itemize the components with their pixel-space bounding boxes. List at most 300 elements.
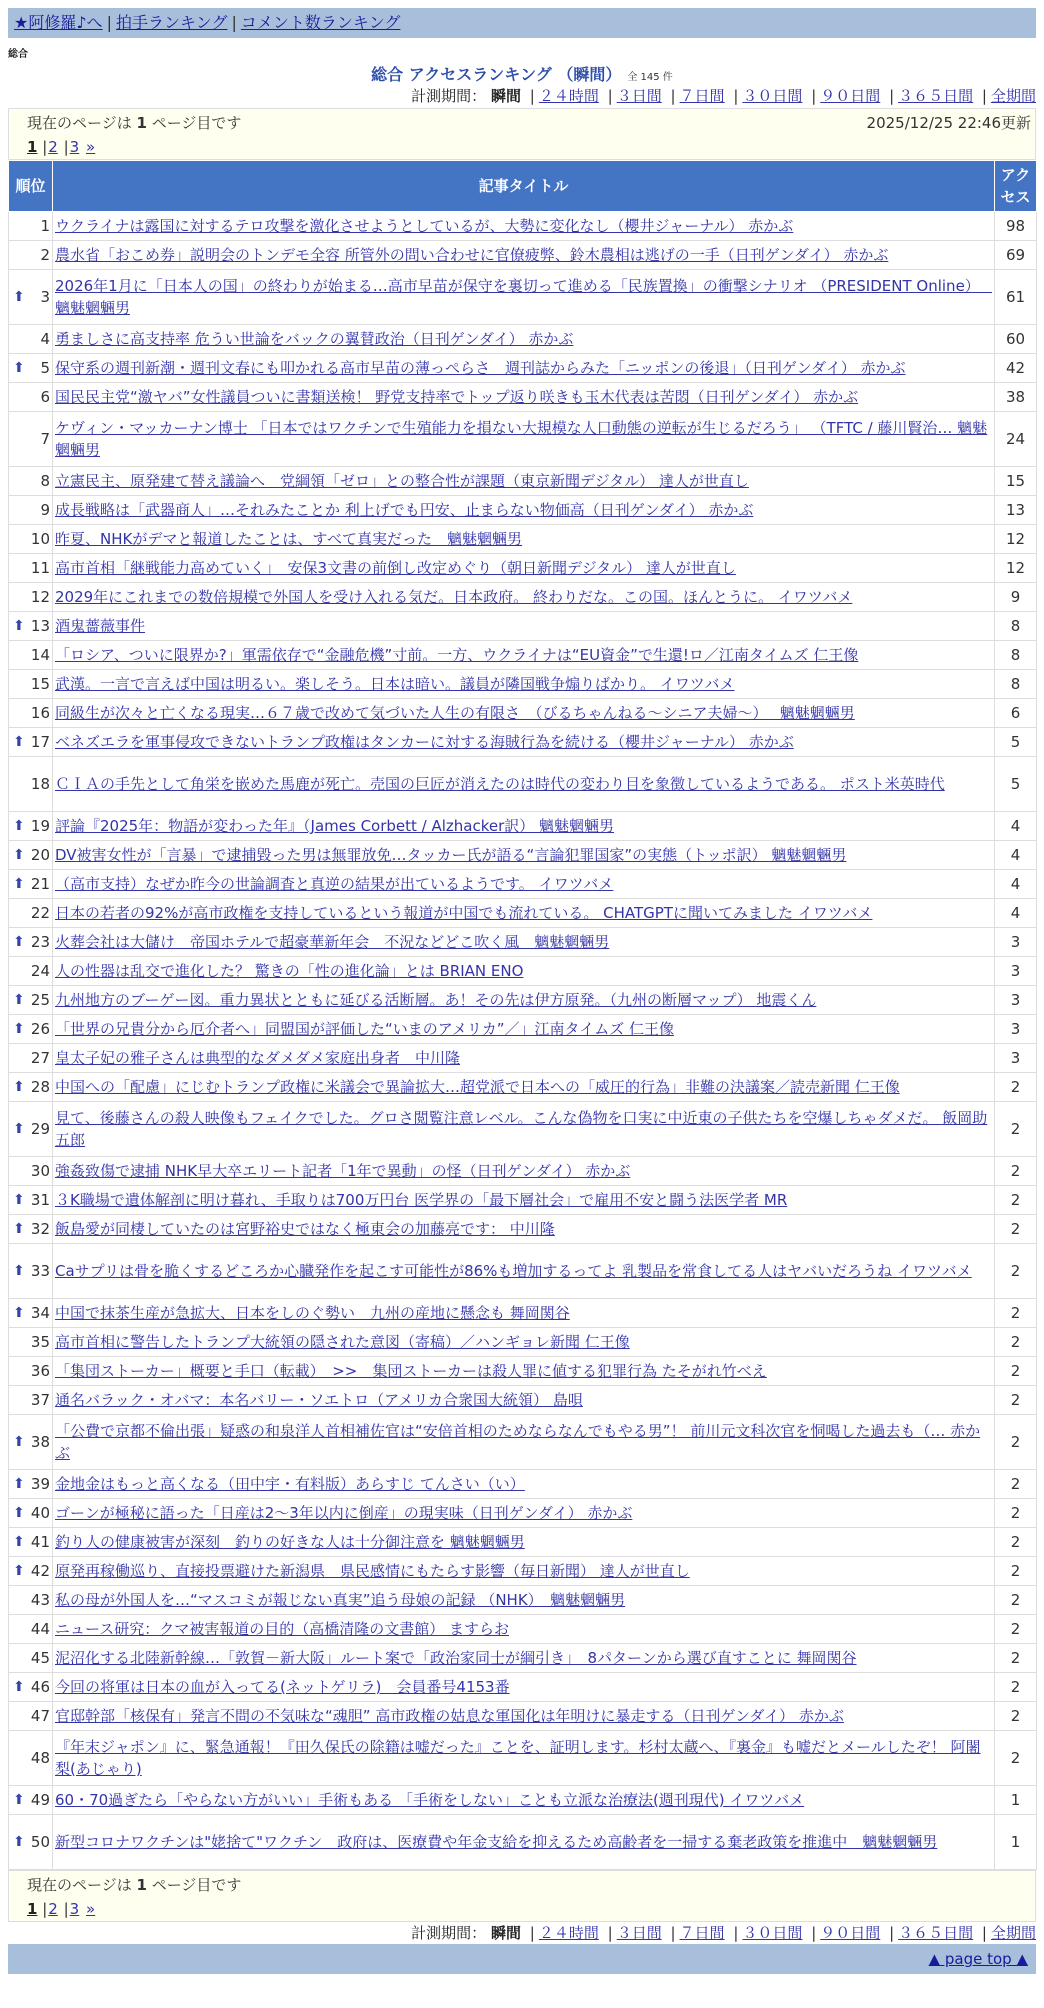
access-count: 60: [995, 325, 1037, 354]
title-cell: [53, 986, 995, 1015]
article-link[interactable]: 今回の将軍は日本の血が入ってる(ネットゲリラ) 会員番号4153番: [55, 1678, 510, 1696]
title-cell: [53, 1586, 995, 1615]
table-row: [9, 1673, 1037, 1702]
period-365d-link[interactable]: ３６５日間: [898, 87, 974, 105]
up-arrow-icon: ⬆: [13, 1079, 25, 1095]
rank-cell: [9, 241, 53, 270]
table-row: [9, 1702, 1037, 1731]
table-row: [9, 1528, 1037, 1557]
table-row: [9, 1470, 1037, 1499]
access-count: 42: [995, 354, 1037, 383]
pager-next[interactable]: »: [86, 1900, 96, 1918]
rank-number: 35: [30, 1333, 50, 1351]
article-link[interactable]: 私の母が外国人を…“マスコミが報じない真実”追う母娘の記録 （NHK） 魑魅魍魎男: [55, 1591, 626, 1609]
rank-number: 1: [40, 217, 50, 235]
rank-cell: [9, 1386, 53, 1415]
rank-cell: [9, 1415, 53, 1470]
article-link[interactable]: ３K職場で遺体解剖に明け暮れ、手取りは700万円台 医学界の「最下層社会」で雇用不安と闘う法医学者 MR: [55, 1191, 788, 1209]
article-link[interactable]: 「集団ストーカー」概要と手口（転載） >> 集団ストーカーは殺人罪に値する犯罪行為 たそがれ竹べえ: [55, 1362, 767, 1380]
rank-cell: [9, 270, 53, 325]
up-arrow-icon: ⬆: [13, 934, 25, 950]
up-arrow-icon: ⬆: [13, 1021, 25, 1037]
access-count: 2: [995, 1102, 1037, 1157]
period-current: 瞬間: [490, 1924, 521, 1942]
access-count: 2: [995, 1386, 1037, 1415]
period-90d-link[interactable]: ９０日間: [820, 1924, 881, 1942]
page-info-top: [8, 108, 1036, 160]
article-link[interactable]: 皇太子妃の雅子さんは典型的なダメダメ家庭出身者 中川隆: [55, 1049, 461, 1067]
rank-column-header: 順位: [9, 161, 53, 212]
page-title: [0, 62, 1044, 85]
article-link[interactable]: 強姦致傷で逮捕 NHK早大卒エリート記者「1年で異動」の怪（日刊ゲンダイ） 赤かぶ: [55, 1162, 631, 1180]
table-row: [9, 325, 1037, 354]
period-365d-link[interactable]: ３６５日間: [898, 1924, 974, 1942]
pager-page-3[interactable]: 3: [69, 1900, 80, 1918]
rank-number: 5: [40, 359, 50, 377]
table-row: [9, 1215, 1037, 1244]
access-count: 15: [995, 467, 1037, 496]
up-arrow-icon: ⬆: [13, 734, 25, 750]
period-7d-link[interactable]: ７日間: [679, 1924, 725, 1942]
rank-cell: [9, 841, 53, 870]
bottom-bar: [8, 1944, 1036, 1974]
rank-cell: [9, 1815, 53, 1870]
pager-current-page: 1: [27, 1900, 38, 1918]
access-count: 1: [995, 1786, 1037, 1815]
table-row: [9, 957, 1037, 986]
table-row: [9, 1644, 1037, 1673]
article-link[interactable]: ウクライナは露国に対するテロ攻撃を激化させようとしているが、大勢に変化なし（櫻井ジャーナル） 赤かぶ: [55, 217, 794, 235]
article-link[interactable]: 官邸幹部「核保有」発言不問の不気味な“魂胆” 高市政権の姑息な軍国化は年明けに暴走する（日刊ゲンダイ） 赤かぶ: [55, 1707, 844, 1725]
period-label: 計測期間：: [411, 87, 487, 105]
title-cell: [53, 241, 995, 270]
rank-cell: [9, 1357, 53, 1386]
rank-number: 11: [30, 559, 50, 577]
rank-cell: [9, 325, 53, 354]
table-row: [9, 383, 1037, 412]
table-row: [9, 641, 1037, 670]
current-page-text: 現在のページは 1 ページ目です: [27, 1876, 242, 1894]
period-selector-top: 計測期間： 瞬間 | ２４時間 | ３日間 | ７日間 | ３０日間 | ９０日間 | ３６５日間 | 全期間: [411, 87, 1036, 105]
access-count: 3: [995, 1044, 1037, 1073]
rank-number: 15: [30, 675, 50, 693]
rank-number: 38: [30, 1433, 50, 1451]
up-arrow-icon: ⬆: [13, 1679, 25, 1695]
access-count: 2: [995, 1499, 1037, 1528]
table-row: [9, 212, 1037, 241]
period-current: 瞬間: [490, 87, 521, 105]
table-row: [9, 1102, 1037, 1157]
table-row: [9, 1328, 1037, 1357]
article-link[interactable]: ケヴィン・マッカーナン博士 「日本ではワクチンで生殖能力を損ない大規模な人口動態の逆転が生じるだろう」 （TFTC / 藤川賢治… 魑魅魍魎男: [55, 419, 988, 459]
pager-bottom: 1 |2 |3 »: [27, 1900, 96, 1918]
comment-ranking-link[interactable]: コメント数ランキング: [240, 13, 401, 32]
rank-number: 39: [30, 1475, 50, 1493]
rank-cell: [9, 1673, 53, 1702]
rank-number: 32: [30, 1220, 50, 1238]
title-cell: [53, 728, 995, 757]
table-row: [9, 1415, 1037, 1470]
access-count: 3: [995, 1015, 1037, 1044]
article-link[interactable]: 酒鬼薔薇事件: [55, 617, 146, 635]
period-all-link[interactable]: 全期間: [990, 87, 1036, 105]
rank-number: 48: [30, 1749, 50, 1767]
access-count: 8: [995, 641, 1037, 670]
access-count: 2: [995, 1557, 1037, 1586]
rank-cell: [9, 496, 53, 525]
rank-cell: [9, 583, 53, 612]
title-cell: [53, 1702, 995, 1731]
title-cell: [53, 325, 995, 354]
article-link[interactable]: 保守系の週刊新潮・週刊文春にも叩かれる高市早苗の薄っぺらさ 週刊誌からみた「ニッポンの後退」（日刊ゲンダイ） 赤かぶ: [55, 359, 906, 377]
period-7d-link[interactable]: ７日間: [679, 87, 725, 105]
rank-cell: [9, 1586, 53, 1615]
access-count: 2: [995, 1244, 1037, 1299]
access-count: 2: [995, 1073, 1037, 1102]
table-row: [9, 1731, 1037, 1786]
page-info-bottom: [8, 1870, 1036, 1922]
title-cell: [53, 1386, 995, 1415]
rank-cell: [9, 1528, 53, 1557]
table-row: [9, 1786, 1037, 1815]
article-link[interactable]: 泥沼化する北陸新幹線…「敦賀－新大阪」ルート案で「政治家同士が綱引き」 8パターンから選び直すことに 舞岡関谷: [55, 1649, 857, 1667]
article-link[interactable]: 「世界の兄貴分から厄介者へ」同盟国が評価した“いまのアメリカ”／」江南タイムズ 仁王像: [55, 1020, 674, 1038]
page-top-link[interactable]: ▲ page top ▲: [928, 1950, 1028, 1968]
access-count: 8: [995, 670, 1037, 699]
rank-cell: [9, 383, 53, 412]
article-link[interactable]: 『年末ジャポン』に、緊急通報！『田久保氏の除籍は嘘だった』ことを、証明します。杉村太蔵へ、『裏金』も嘘だとメールしたぞ！ 阿闍梨(あじゃり): [55, 1738, 981, 1778]
table-row: [9, 554, 1037, 583]
article-link[interactable]: 新型コロナワクチンは"姥捨て"ワクチン 政府は、医療費や年金支給を抑えるため高齢者を一掃する棄老政策を推進中 魑魅魍魎男: [55, 1833, 938, 1851]
title-cell: [53, 1415, 995, 1470]
article-link[interactable]: ベネズエラを軍事侵攻できないトランプ政権はタンカーに対する海賊行為を続ける（櫻井ジャーナル） 赤かぶ: [55, 733, 794, 751]
article-link[interactable]: ゴーンが極秘に語った「日産は2〜3年以内に倒産」の現実味（日刊ゲンダイ） 赤かぶ: [55, 1504, 633, 1522]
access-count: 98: [995, 212, 1037, 241]
article-link[interactable]: 飯島愛が同棲していたのは宮野裕史ではなく極東会の加藤亮です： 中川隆: [55, 1220, 555, 1238]
article-link[interactable]: 通名バラック・オバマ：本名バリー・ソエトロ（アメリカ合衆国大統領） 島唄: [55, 1391, 583, 1409]
table-row: [9, 986, 1037, 1015]
rank-cell: [9, 957, 53, 986]
access-count: 6: [995, 699, 1037, 728]
rank-number: 44: [30, 1620, 50, 1638]
article-link[interactable]: 同級生が次々と亡くなる現実…６７歳で改めて気づいた人生の有限さ （びるちゃんねる〜シニア夫婦〜） 魑魅魍魎男: [55, 704, 855, 722]
article-link[interactable]: 釣り人の健康被害が深刻 釣りの好きな人は十分御注意を 魑魅魍魎男: [55, 1533, 525, 1551]
article-link[interactable]: 日本の若者の92%が高市政権を支持しているという報道が中国でも流れている。 CHATGPTに聞いてみました イワツバメ: [55, 904, 873, 922]
access-count: 2: [995, 1615, 1037, 1644]
table-row: [9, 1499, 1037, 1528]
title-cell: [53, 1357, 995, 1386]
access-count: 3: [995, 928, 1037, 957]
article-link[interactable]: 勇ましさに高支持率 危うい世論をバックの翼賛政治（日刊ゲンダイ） 赤かぶ: [55, 330, 574, 348]
rank-cell: [9, 554, 53, 583]
title-cell: [53, 641, 995, 670]
rank-cell: [9, 812, 53, 841]
rank-number: 2: [40, 246, 50, 264]
title-cell: [53, 757, 995, 812]
period-24h-link[interactable]: ２４時間: [538, 87, 599, 105]
rank-number: 24: [30, 962, 50, 980]
table-row: [9, 1299, 1037, 1328]
up-arrow-icon: ⬆: [13, 289, 25, 305]
table-row: [9, 841, 1037, 870]
rank-number: 10: [30, 530, 50, 548]
title-cell: [53, 1186, 995, 1215]
ranking-table: [8, 160, 1037, 1870]
title-cell: [53, 1470, 995, 1499]
table-header-row: [9, 161, 1037, 212]
rank-cell: [9, 1470, 53, 1499]
article-link[interactable]: 国民民主党“激ヤバ”女性議員ついに書類送検！ 野党支持率でトップ返り咲きも玉木代表は苦悶（日刊ゲンダイ） 赤かぶ: [55, 388, 859, 406]
article-link[interactable]: 成長戦略は「武器商人」…それみたことか 利上げでも円安、止まらない物価高（日刊ゲンダイ） 赤かぶ: [55, 501, 754, 519]
article-link[interactable]: 昨夏、NHKがデマと報道したことは、すべて真実だった 魑魅魍魎男: [55, 530, 523, 548]
table-row: [9, 1357, 1037, 1386]
article-link[interactable]: 原発再稼働巡り、直接投票避けた新潟県 県民感情にもたらす影響（毎日新聞） 達人が世直し: [55, 1562, 690, 1580]
access-count: 2: [995, 1415, 1037, 1470]
up-arrow-icon: ⬆: [13, 992, 25, 1008]
rank-cell: [9, 1073, 53, 1102]
rank-cell: [9, 212, 53, 241]
access-count: 3: [995, 986, 1037, 1015]
article-link[interactable]: 中国で抹茶生産が急拡大、日本をしのぐ勢い 九州の産地に懸念も 舞岡関谷: [55, 1304, 570, 1322]
period-all-link[interactable]: 全期間: [990, 1924, 1036, 1942]
table-row: [9, 467, 1037, 496]
title-cell: [53, 583, 995, 612]
table-row: [9, 670, 1037, 699]
article-link[interactable]: 「公費で京都不倫出張」疑惑の和泉洋人首相補佐官は“安倍首相のためならなんでもやる男”！ 前川元文科次官を恫喝した過去も（… 赤かぶ: [55, 1422, 981, 1462]
pager-page-2[interactable]: 2: [48, 1900, 58, 1918]
current-page-text: 現在のページは 1 ページ目です: [27, 114, 242, 132]
title-cell: [53, 270, 995, 325]
title-cell: [53, 1073, 995, 1102]
rank-cell: [9, 354, 53, 383]
article-link[interactable]: 人の性器は乱交で進化した？ 驚きの「性の進化論」とは BRIAN ENO: [55, 962, 524, 980]
table-row: [9, 1386, 1037, 1415]
rank-number: 25: [30, 991, 50, 1009]
up-arrow-icon: ⬆: [13, 1792, 25, 1808]
access-count: 61: [995, 270, 1037, 325]
up-arrow-icon: ⬆: [13, 1263, 25, 1279]
rank-number: 31: [30, 1191, 50, 1209]
access-count: 2: [995, 1215, 1037, 1244]
table-row: [9, 525, 1037, 554]
rank-number: 45: [30, 1649, 50, 1667]
pager-top: 1 |2 |3 »: [27, 138, 96, 156]
rank-number: 46: [30, 1678, 50, 1696]
rank-number: 50: [30, 1833, 50, 1851]
article-link[interactable]: 立憲民主、原発建て替え議論へ 党綱領「ゼロ」との整合性が課題（東京新聞デジタル） 達人が世直し: [55, 472, 749, 490]
rank-number: 26: [30, 1020, 50, 1038]
article-link[interactable]: （高市支持）なぜか昨今の世論調査と真逆の結果が出ているようです。 イワツバメ: [55, 875, 614, 893]
title-cell: [53, 525, 995, 554]
period-90d-link[interactable]: ９０日間: [820, 87, 881, 105]
period-3d-link[interactable]: ３日間: [616, 1924, 662, 1942]
access-count: 4: [995, 841, 1037, 870]
up-arrow-icon: ⬆: [13, 876, 25, 892]
up-arrow-icon: ⬆: [13, 360, 25, 376]
rank-cell: [9, 899, 53, 928]
article-link[interactable]: ＣＩＡの手先として角栄を嵌めた馬鹿が死亡。売国の巨匠が消えたのは時代の変わり目を象徴しているようである。 ポスト米英時代: [55, 775, 945, 793]
rank-cell: [9, 870, 53, 899]
access-count: 2: [995, 1299, 1037, 1328]
title-cell: [53, 899, 995, 928]
period-30d-link[interactable]: ３０日間: [742, 87, 803, 105]
period-30d-link[interactable]: ３０日間: [742, 1924, 803, 1942]
table-row: [9, 241, 1037, 270]
article-link[interactable]: 高市首相に警告したトランプ大統領の隠された意図（寄稿）／ハンギョレ新聞 仁王像: [55, 1333, 630, 1351]
article-link[interactable]: 中国への「配慮」にじむトランプ政権に米議会で異論拡大…超党派で日本への「威圧的行為」非難の決議案／読売新聞 仁王像: [55, 1078, 900, 1096]
up-arrow-icon: ⬆: [13, 1534, 25, 1550]
article-link[interactable]: 武漢。一言で言えば中国は明るい。楽しそう。日本は暗い。議員が隣国戦争煽りばかり。 イワツバメ: [55, 675, 735, 693]
rank-cell: [9, 928, 53, 957]
table-row: [9, 1615, 1037, 1644]
title-cell: [53, 1102, 995, 1157]
table-row: [9, 1073, 1037, 1102]
rank-number: 19: [30, 817, 50, 835]
table-row: [9, 899, 1037, 928]
updated-timestamp: 2025/12/25 22:46更新: [866, 114, 1031, 132]
title-cell: [53, 1157, 995, 1186]
access-count: 4: [995, 899, 1037, 928]
up-arrow-icon: ⬆: [13, 1476, 25, 1492]
access-count: 2: [995, 1586, 1037, 1615]
article-link[interactable]: 金地金はもっと高くなる（田中宇・有料版）あらすじ てんさい（い）: [55, 1475, 525, 1493]
rank-number: 9: [40, 501, 50, 519]
article-link[interactable]: 2029年にこれまでの数倍規模で外国人を受け入れる気だ。日本政府。 終わりだな。この国。ほんとうに。 イワツバメ: [55, 588, 853, 606]
rank-cell: [9, 1644, 53, 1673]
rank-cell: [9, 1557, 53, 1586]
rank-number: 20: [30, 846, 50, 864]
access-count: 2: [995, 1673, 1037, 1702]
article-link[interactable]: 九州地方のブーゲー図。重力異状とともに延びる活断層。あ！その先は伊方原発。（九州の断層マップ） 地震くん: [55, 991, 817, 1009]
period-24h-link[interactable]: ２４時間: [538, 1924, 599, 1942]
access-count: 4: [995, 812, 1037, 841]
rank-cell: [9, 986, 53, 1015]
up-arrow-icon: ⬆: [13, 1305, 25, 1321]
home-link[interactable]: ★阿修羅♪へ: [14, 13, 103, 32]
rank-number: 41: [30, 1533, 50, 1551]
access-count: 24: [995, 412, 1037, 467]
up-arrow-icon: ⬆: [13, 818, 25, 834]
title-cell: [53, 412, 995, 467]
up-arrow-icon: ⬆: [13, 1121, 25, 1137]
access-count: 3: [995, 957, 1037, 986]
pager-next[interactable]: »: [86, 138, 96, 156]
table-row: [9, 1015, 1037, 1044]
article-link[interactable]: 2026年1月に「日本人の国」の終わりが始まる…高市早苗が保守を裏切って進める「民族置換」の衝撃シナリオ （PRESIDENT Online） 魑魅魍魎男: [55, 277, 993, 317]
rank-number: 14: [30, 646, 50, 664]
rank-number: 21: [30, 875, 50, 893]
total-count: 全 145 件: [627, 72, 673, 83]
ranking-table-body: [9, 212, 1037, 1870]
title-cell: [53, 1673, 995, 1702]
title-cell: [53, 1328, 995, 1357]
table-row: [9, 270, 1037, 325]
title-cell: [53, 554, 995, 583]
table-row: [9, 699, 1037, 728]
rank-number: 3: [40, 288, 50, 306]
title-cell: [53, 870, 995, 899]
title-cell: [53, 1557, 995, 1586]
rank-cell: [9, 1044, 53, 1073]
rank-cell: [9, 1186, 53, 1215]
rank-number: 4: [40, 330, 50, 348]
rank-cell: [9, 1215, 53, 1244]
table-row: [9, 1815, 1037, 1870]
table-row: [9, 583, 1037, 612]
top-navigation: [8, 8, 1036, 38]
rank-cell: [9, 1244, 53, 1299]
rank-cell: [9, 1299, 53, 1328]
rank-cell: [9, 670, 53, 699]
article-link[interactable]: 高市首相「継戦能力高めていく」 安保3文書の前倒し改定めぐり（朝日新聞デジタル） 達人が世直し: [55, 559, 736, 577]
category-label: 総合: [8, 49, 28, 60]
article-link[interactable]: 農水省「おこめ券」説明会のトンデモ全容 所管外の問い合わせに官僚疲弊、鈴木農相は逃げの一手（日刊ゲンダイ） 赤かぶ: [55, 246, 889, 264]
title-cell: [53, 812, 995, 841]
rank-cell: [9, 699, 53, 728]
rank-cell: [9, 757, 53, 812]
up-arrow-icon: ⬆: [13, 1434, 25, 1450]
up-arrow-icon: ⬆: [13, 847, 25, 863]
article-link[interactable]: 火葬会社は大儲け 帝国ホテルで超豪華新年会 不況などどこ吹く風 魑魅魍魎男: [55, 933, 610, 951]
table-row: [9, 928, 1037, 957]
title-cell: [53, 957, 995, 986]
title-cell: [53, 1044, 995, 1073]
article-link[interactable]: 評論『2025年：物語が変わった年』（James Corbett / Alzhacker訳） 魑魅魍魎男: [55, 817, 615, 835]
title-cell: [53, 1615, 995, 1644]
rank-cell: [9, 1102, 53, 1157]
up-arrow-icon: ⬆: [13, 1221, 25, 1237]
access-count: 2: [995, 1328, 1037, 1357]
rank-number: 13: [30, 617, 50, 635]
pager-page-3[interactable]: 3: [69, 138, 80, 156]
page-title-text: 総合 アクセスランキング （瞬間）: [371, 65, 622, 84]
title-column-header: 記事タイトル: [53, 161, 995, 212]
clap-ranking-link[interactable]: 拍手ランキング: [115, 13, 228, 32]
title-cell: [53, 841, 995, 870]
rank-number: 47: [30, 1707, 50, 1725]
access-count: 2: [995, 1357, 1037, 1386]
access-count: 13: [995, 496, 1037, 525]
article-link[interactable]: ニュース研究：クマ被害報道の目的（高橋清隆の文書館） ますらお: [55, 1620, 510, 1638]
rank-number: 16: [30, 704, 50, 722]
article-link[interactable]: 「ロシア、ついに限界か?」軍需依存で“金融危機”寸前。一方、ウクライナは“EU資金”で生還!ロ／江南タイムズ 仁王像: [55, 646, 859, 664]
article-link[interactable]: 60・70過ぎたら「やらない方がいい」手術もある 「手術をしない」ことも立派な治療法(週刊現代) イワツバメ: [55, 1791, 805, 1809]
rank-cell: [9, 728, 53, 757]
article-link[interactable]: DV被害女性が「言暴」で逮捕毀った男は無罪放免…タッカー氏が語る“言論犯罪国家”の実態（トッポ訳） 魑魅魍魎男: [55, 846, 847, 864]
rank-number: 23: [30, 933, 50, 951]
title-cell: [53, 1731, 995, 1786]
access-count: 5: [995, 728, 1037, 757]
article-link[interactable]: Caサプリは骨を脆くするどころか心臓発作を起こす可能性が86%も増加するってよ 乳製品を常食してる人はヤバいだろうね イワツバメ: [55, 1262, 972, 1280]
title-cell: [53, 699, 995, 728]
rank-cell: [9, 412, 53, 467]
rank-cell: [9, 612, 53, 641]
title-cell: [53, 1244, 995, 1299]
table-row: [9, 1157, 1037, 1186]
access-count: 2: [995, 1186, 1037, 1215]
period-3d-link[interactable]: ３日間: [616, 87, 662, 105]
table-row: [9, 757, 1037, 812]
rank-cell: [9, 1499, 53, 1528]
up-arrow-icon: ⬆: [13, 1505, 25, 1521]
pager-page-2[interactable]: 2: [48, 138, 58, 156]
rank-cell: [9, 641, 53, 670]
article-link[interactable]: 見て、後藤さんの殺人映像もフェイクでした。グロさ閲覧注意レベル。こんな偽物を口実に中近東の子供たちを空爆しちゃダメだ。 飯岡助五郎: [55, 1109, 988, 1149]
access-count: 12: [995, 525, 1037, 554]
table-row: [9, 1586, 1037, 1615]
access-column-header: アクセス: [995, 161, 1037, 212]
rank-cell: [9, 1015, 53, 1044]
